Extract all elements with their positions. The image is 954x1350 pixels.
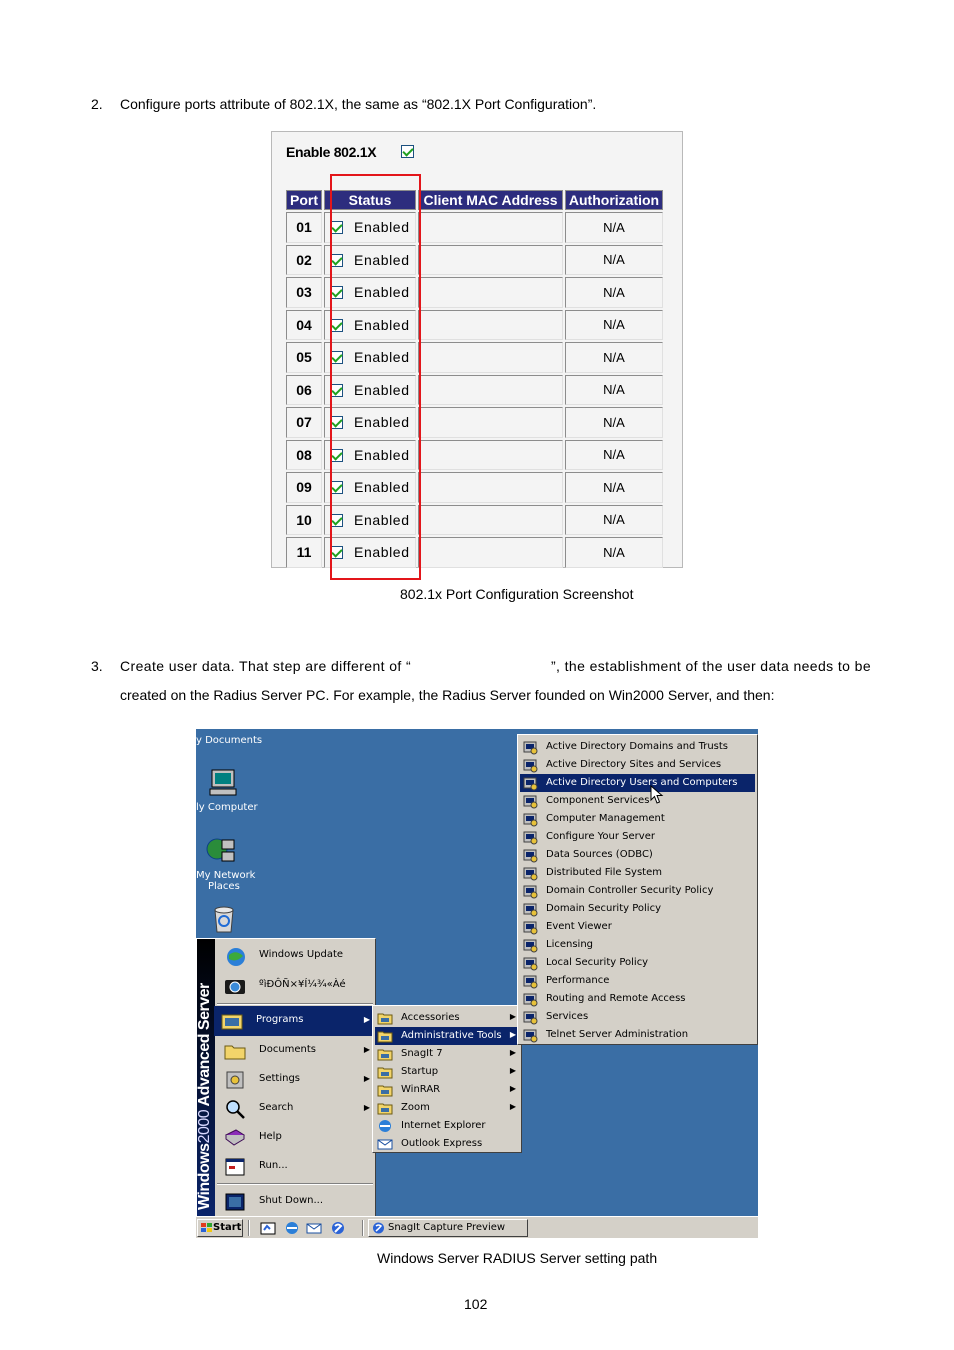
admin-item-performance[interactable]: Performance [520, 972, 755, 990]
authorization-cell: N/A [565, 212, 663, 243]
start-item-settings[interactable]: Settings ▶ [217, 1065, 373, 1094]
programs-item-startup[interactable]: Startup ▶ [375, 1063, 519, 1081]
snagit-quick-icon[interactable] [330, 1221, 346, 1235]
start-button[interactable]: Start [197, 1219, 243, 1237]
show-desktop-icon[interactable] [260, 1221, 276, 1235]
admin-item-telnet-server-administration[interactable]: Telnet Server Administration [520, 1026, 755, 1044]
status-label: Enabled [354, 479, 410, 495]
mac-cell [418, 375, 563, 406]
admin-item-component-services[interactable]: Component Services [520, 792, 755, 810]
windows-screenshot [196, 729, 758, 1238]
programs-menu [372, 1005, 522, 1153]
taskbar-button-snagit-preview[interactable]: SnagIt Capture Preview [368, 1219, 528, 1237]
authorization-cell: N/A [565, 310, 663, 341]
caption-port-config: 802.1x Port Configuration Screenshot [400, 586, 634, 602]
port-cell: 03 [286, 277, 322, 308]
port-cell: 05 [286, 342, 322, 373]
mac-cell [418, 440, 563, 471]
outlook-express-icon[interactable] [306, 1221, 322, 1235]
mac-cell [418, 505, 563, 536]
admin-item-domain-controller-security-policy[interactable]: Domain Controller Security Policy [520, 882, 755, 900]
programs-item-snagit-7[interactable]: SnagIt 7 ▶ [375, 1045, 519, 1063]
step-text-line2: created on the Radius Server PC. For example, the Radius Server founded on Win2000 Server, and then: [120, 687, 775, 703]
admin-item-data-sources-odbc-[interactable]: Data Sources (ODBC) [520, 846, 755, 864]
start-item-snagit[interactable]: ºìÐÔÑ×¥Í¼¾«Àé [217, 971, 373, 1001]
programs-item-accessories[interactable]: Accessories ▶ [375, 1009, 519, 1027]
search-icon [223, 1098, 247, 1120]
admin-item-active-directory-users-and-computers[interactable]: Active Directory Users and Computers [520, 774, 755, 792]
start-item-search[interactable]: Search ▶ [217, 1094, 373, 1123]
start-item-shut-down[interactable]: Shut Down... [217, 1187, 373, 1215]
status-label: Enabled [354, 414, 410, 430]
authorization-cell: N/A [565, 472, 663, 503]
col-header-status: Status [324, 190, 416, 210]
desktop-places-label: Places [208, 881, 240, 892]
mac-cell [418, 212, 563, 243]
highlight-box [330, 174, 421, 580]
status-label: Enabled [354, 219, 410, 235]
my-computer-icon[interactable] [208, 767, 238, 797]
start-item-programs[interactable]: Programs ▶ [214, 1006, 373, 1036]
authorization-cell: N/A [565, 440, 663, 471]
admin-item-distributed-file-system[interactable]: Distributed File System [520, 864, 755, 882]
step-text-line1b: ”, the establishment of the user data needs to be [551, 658, 872, 674]
mac-cell [418, 342, 563, 373]
admin-item-domain-security-policy[interactable]: Domain Security Policy [520, 900, 755, 918]
caption-windows: Windows Server RADIUS Server setting path [377, 1250, 658, 1266]
admin-item-computer-management[interactable]: Computer Management [520, 810, 755, 828]
start-item-windows-update[interactable]: Windows Update [217, 941, 373, 971]
authorization-cell: N/A [565, 537, 663, 568]
windows-logo-icon [200, 1222, 213, 1234]
port-cell: 11 [286, 537, 322, 568]
help-book-icon [223, 1127, 247, 1149]
col-header-mac: Client MAC Address [418, 190, 563, 210]
port-cell: 07 [286, 407, 322, 438]
port-cell: 09 [286, 472, 322, 503]
start-item-documents[interactable]: Documents ▶ [217, 1036, 373, 1065]
status-label: Enabled [354, 511, 410, 528]
desktop-my-network-label: My Network [196, 870, 256, 881]
programs-item-administrative-tools[interactable]: Administrative Tools ▶ [375, 1027, 519, 1045]
step-number: 3. [91, 658, 103, 674]
authorization-cell: N/A [565, 245, 663, 276]
taskbar [196, 1216, 758, 1238]
programs-item-zoom[interactable]: Zoom ▶ [375, 1099, 519, 1117]
start-item-help[interactable]: Help [217, 1123, 373, 1152]
desktop-my-computer-label: ly Computer [196, 802, 258, 813]
col-header-authorization: Authorization [565, 190, 663, 210]
start-menu-banner: Windows2000 Advanced Server [197, 939, 215, 1216]
recycle-bin-icon[interactable] [209, 904, 239, 934]
mac-cell [418, 310, 563, 341]
authorization-cell: N/A [565, 277, 663, 308]
mac-cell [418, 472, 563, 503]
status-label: Enabled [354, 544, 410, 560]
programs-item-outlook-express[interactable]: Outlook Express [375, 1135, 519, 1153]
mac-cell [418, 407, 563, 438]
enable-8021x-checkbox[interactable] [401, 145, 414, 158]
programs-item-winrar[interactable]: WinRAR ▶ [375, 1081, 519, 1099]
start-menu [196, 938, 376, 1217]
start-item-run[interactable]: Run... [217, 1152, 373, 1181]
authorization-cell: N/A [565, 342, 663, 373]
admin-item-licensing[interactable]: Licensing [520, 936, 755, 954]
port-cell: 01 [286, 212, 322, 243]
port-cell: 08 [286, 440, 322, 471]
my-network-places-icon[interactable] [206, 834, 236, 864]
status-label: Enabled [354, 446, 410, 463]
authorization-cell: N/A [565, 505, 663, 536]
enable-8021x-label: Enable 802.1X [286, 144, 377, 160]
desktop-my-documents-label: y Documents [196, 735, 263, 746]
status-label: Enabled [354, 381, 410, 398]
admin-tools-menu [517, 734, 758, 1045]
programs-folder-icon [220, 1010, 244, 1032]
status-label: Enabled [354, 349, 410, 365]
mac-cell [418, 277, 563, 308]
authorization-cell: N/A [565, 375, 663, 406]
page-number: 102 [464, 1296, 488, 1312]
step-text: Configure ports attribute of 802.1X, the same as “802.1X Port Configuration”. [120, 96, 597, 112]
port-cell: 04 [286, 310, 322, 341]
admin-item-active-directory-domains-and-trusts[interactable]: Active Directory Domains and Trusts [520, 738, 755, 756]
status-label: Enabled [354, 284, 410, 300]
admin-item-routing-and-remote-access[interactable]: Routing and Remote Access [520, 990, 755, 1008]
port-cell: 06 [286, 375, 322, 406]
mac-cell [418, 245, 563, 276]
admin-item-event-viewer[interactable]: Event Viewer [520, 918, 755, 936]
step-number: 2. [91, 96, 103, 112]
snagit-icon [372, 1222, 385, 1234]
admin-item-services[interactable]: Services [520, 1008, 755, 1026]
admin-item-active-directory-sites-and-services[interactable]: Active Directory Sites and Services [520, 756, 755, 774]
mouse-cursor-icon [650, 785, 664, 805]
shut-down-icon [223, 1191, 247, 1213]
port-cell: 02 [286, 245, 322, 276]
mac-cell [418, 537, 563, 568]
status-label: Enabled [354, 316, 410, 333]
admin-item-local-security-policy[interactable]: Local Security Policy [520, 954, 755, 972]
authorization-cell: N/A [565, 407, 663, 438]
port-cell: 10 [286, 505, 322, 536]
programs-item-internet-explorer[interactable]: Internet Explorer [375, 1117, 519, 1135]
status-label: Enabled [354, 251, 410, 268]
admin-item-configure-your-server[interactable]: Configure Your Server [520, 828, 755, 846]
step-text-line1a: Create user data. That step are different of “ [120, 658, 412, 674]
col-header-port: Port [286, 190, 322, 210]
run-icon [223, 1156, 247, 1178]
internet-explorer-icon[interactable] [284, 1221, 300, 1235]
